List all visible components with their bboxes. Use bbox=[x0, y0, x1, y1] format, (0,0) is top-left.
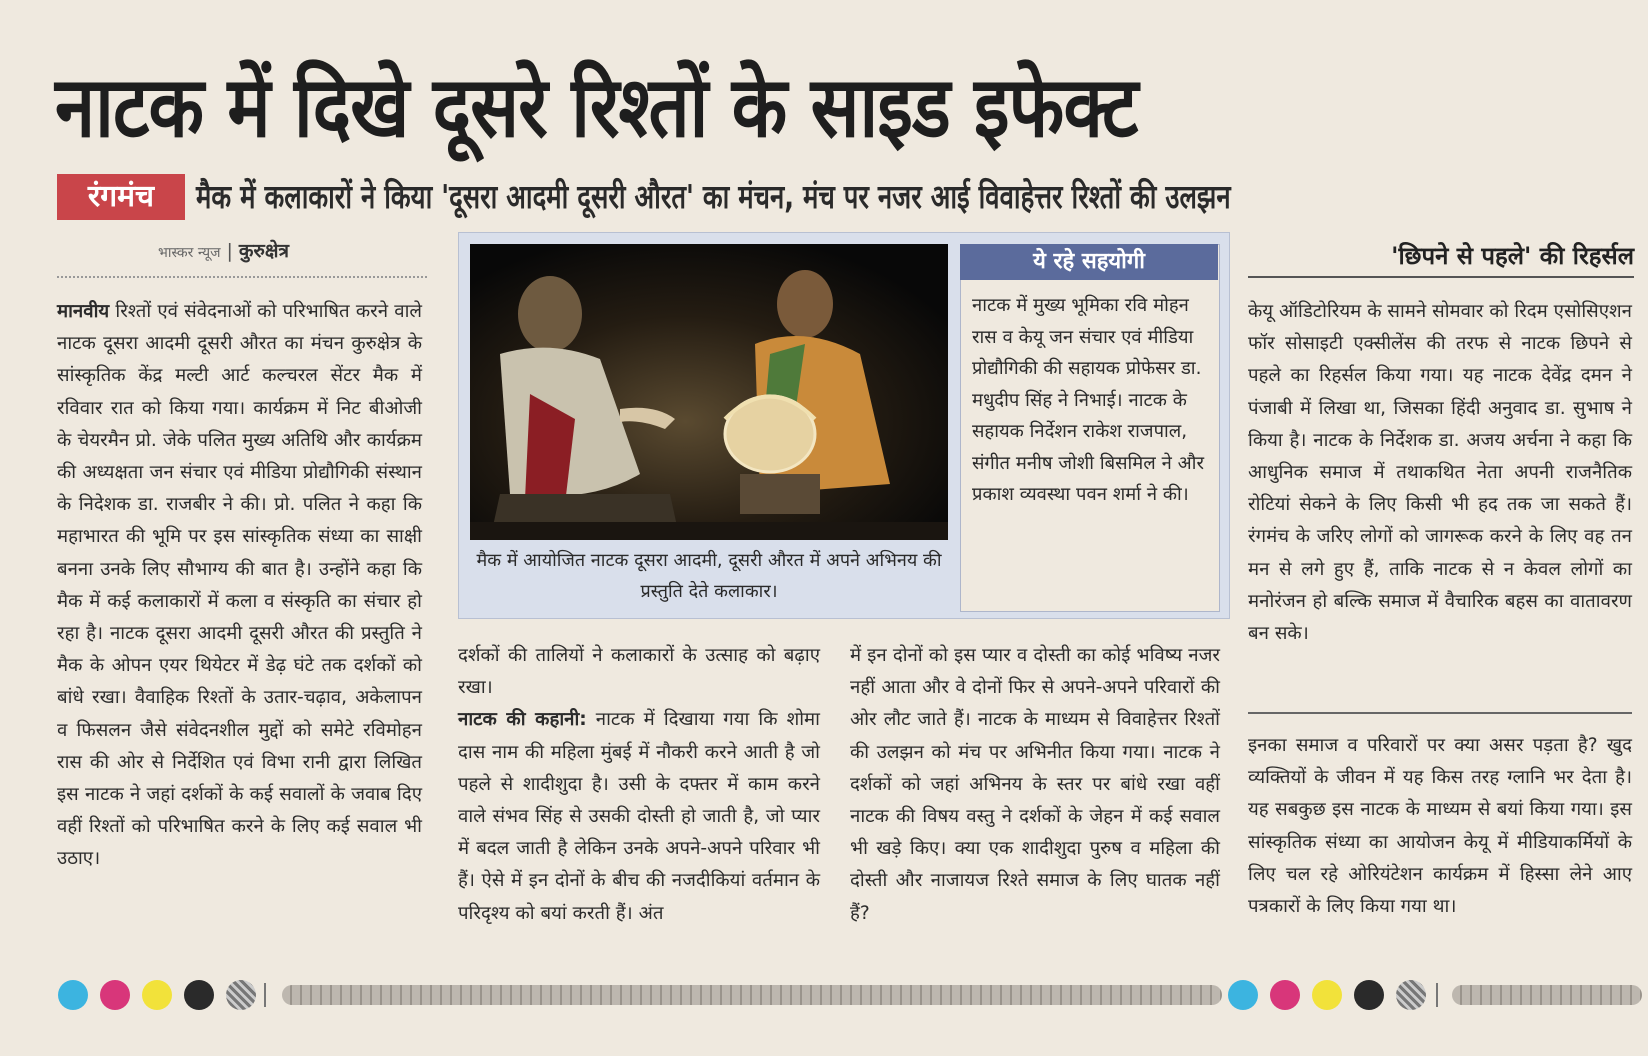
stage-edge bbox=[470, 522, 948, 540]
reg-dot-halftone bbox=[1396, 980, 1426, 1010]
article-column-3: में इन दोनों को इस प्यार व दोस्ती का कोई भविष्य नजर नहीं आता और वे दोनों फिर से अपने-अपने परिवारों की ओर लौट जाते हैं। नाटक के माध्यम से विवाहेत्तर रिश्तों की उलझन को मंच पर अभिनीत किया गया। नाटक ने दर्शकों को जहां अभिनय के स्तर पर बांधे रखा वहीं नाटक की विषय वस्तु ने दर्शकों के जेहन में कई सवाल भी खड़े किए। क्या एक शादीशुदा पुरुष व महिला की दोस्ती और नाजायज रिश्ते समाज के लिए घातक नहीं हैं? bbox=[850, 645, 1220, 924]
actress-head bbox=[777, 270, 833, 338]
reg-dot-yellow bbox=[142, 980, 172, 1010]
rehearsal-heading: 'छिपने से पहले' की रिहर्सल bbox=[1248, 236, 1634, 278]
byline-rule bbox=[57, 276, 427, 278]
reg-tick bbox=[1436, 983, 1438, 1007]
sidebar-title: ये रहे सहयोगी bbox=[960, 244, 1218, 280]
story-subhead: नाटक की कहानी: bbox=[458, 709, 587, 731]
reg-stripe-left bbox=[282, 985, 1222, 1005]
photo-caption: मैक में आयोजित नाटक दूसरा आदमी, दूसरी औरत में अपने अभिनय की प्रस्तुति देते कलाकार। bbox=[476, 550, 942, 602]
print-registration-marks bbox=[0, 975, 1648, 1015]
actor-head bbox=[518, 276, 582, 352]
rehearsal-text: केयू ऑडिटोरियम के सामने सोमवार को रिदम एसोसिएशन फॉर सोसाइटी एक्सीलेंस की तरफ से नाटक छिपने से पहले का रिहर्सल किया गया। यह नाटक देवेंद्र दमन ने पंजाबी में लिखा था, जिसका हिंदी अनुवाद डा. सुभाष ने किया है। नाटक के निर्देशक डा. अजय अर्चना ने कहा कि आधुनिक समाज में तथाकथित नेता अपनी राजनैतिक रोटियां सेकने के लिए किसी भी हद तक जा सकते हैं। रंगमंच के जरिए लोगों को जागरूक करने के लिए वह तन मन से लगे हुए हैं, ताकि नाटक से न केवल लोगों का मनोरंजन हो बल्कि समाज में वैचारिक बहस का वातावरण बन सके। bbox=[1248, 301, 1632, 645]
article-column-1 bbox=[57, 296, 422, 956]
reg-dot-halftone bbox=[226, 980, 256, 1010]
reg-tick bbox=[264, 983, 266, 1007]
stage-photo bbox=[470, 244, 948, 540]
stage-photo-image bbox=[470, 244, 948, 540]
sidebar-text: नाटक में मुख्य भूमिका रवि मोहन रास व केयू जन संचार एवं मीडिया प्रोद्यौगिकी की सहायक प्रोफेसर डा. मधुदीप सिंह ने निभाई। नाटक के सहायक निर्देशन राकेश राजपाल, संगीत मनीष जोशी बिसमिल ने और प्रकाश व्यवस्था पवन शर्मा ने की। bbox=[972, 295, 1205, 505]
subheadline: मैक में कलाकारों ने किया 'दूसरा आदमी दूसरी औरत' का मंचन, मंच पर नजर आई विवाहेत्तर रिश्तों की उलझन bbox=[196, 177, 1231, 216]
article-column-2-text: नाटक में दिखाया गया कि शोमा दास नाम की महिला मुंबई में नौकरी करने आती है जो पहले से शादीशुदा है। उसी के दफ्तर में काम करने वाले संभव सिंह से उसकी दोस्ती हो जाती है, जो प्यार में बदल जाती है लेकिन उनके अपने-अपने परिवार भी हैं। ऐसे में इन दोनों के बीच की नजदीकियां वर्तमान के परिदृश्य को बयां करती हैं। अंत bbox=[458, 709, 820, 924]
reg-dot-black bbox=[1354, 980, 1384, 1010]
reg-dot-cyan bbox=[1228, 980, 1258, 1010]
article-column-2 bbox=[458, 640, 820, 940]
section-tag: रंगमंच bbox=[57, 174, 185, 220]
article-column-2-intro: दर्शकों की तालियों ने कलाकारों के उत्साह को बढ़ाए रखा। bbox=[458, 645, 820, 699]
article-column-1-text: रिश्तों एवं संवेदनाओं को परिभाषित करने वाले नाटक दूसरा आदमी दूसरी औरत का मंचन कुरुक्षेत्र के सांस्कृतिक केंद्र मल्टी आर्ट कल्चरल सेंटर मैक में रविवार रात को किया गया। कार्यक्रम में निट बीओजी के चेयरमैन प्रो. जेके पलित मुख्य अतिथि और कार्यक्रम की अध्यक्षता जन संचार एवं मीडिया प्रोद्यौगिकी संस्थान के निदेशक डा. राजबीर ने की। प्रो. पलित ने कहा कि महाभारत की भूमि पर इस सांस्कृतिक संध्या का साक्षी बनना उनके लिए सौभाग्य की बात है। उन्होंने कहा कि मैक में कई कलाकारों में कला व संस्कृति का संचार हो रहा है। नाटक दूसरा आदमी दूसरी औरत की प्रस्तुति ने मैक के ओपन एयर थियेटर में डेढ़ घंटे तक दर्शकों को बांधे रखा। वैवाहिक रिश्तों के उतार-चढ़ाव, अकेलापन व फिसलन जैसे संवेदनशील मुद्दों को समेटे रविमोहन रास की ओर से निर्देशित एवं विभा रानी द्वारा लिखित इस नाटक ने जहां दर्शकों के कई सवालों के जवाब दिए वहीं रिश्तों को परिभाषित करने के लिए कई सवाल भी उठाए। bbox=[57, 301, 422, 870]
reg-dot-cyan bbox=[58, 980, 88, 1010]
headline: नाटक में दिखे दूसरे रिश्तों के साइड इफेक्ट bbox=[55, 58, 1138, 156]
reg-dot-magenta bbox=[100, 980, 130, 1010]
reg-dot-yellow bbox=[1312, 980, 1342, 1010]
byline bbox=[158, 236, 289, 266]
right-column-continued: इनका समाज व परिवारों पर क्या असर पड़ता है? खुद व्यक्तियों के जीवन में यह किस तरह ग्लानि भर देता है। यह सबकुछ इस नाटक के माध्यम से बयां किया गया। इस सांस्कृतिक संध्या का आयोजन केयू में मीडियाकर्मियों के लिए चल रहे ओरियंटेशन कार्यक्रम में हिस्सा लेने आए पत्रकारों के लिए किया गया था। bbox=[1248, 735, 1632, 918]
reg-dot-black bbox=[184, 980, 214, 1010]
byline-source: भास्कर न्यूज bbox=[158, 245, 221, 261]
right-divider bbox=[1248, 712, 1632, 714]
byline-separator: | bbox=[226, 240, 233, 262]
article-lead-word: मानवीय bbox=[57, 301, 110, 322]
stage-table bbox=[740, 474, 820, 514]
byline-place: कुरुक्षेत्र bbox=[238, 240, 289, 262]
reg-stripe-right bbox=[1452, 985, 1642, 1005]
reg-dot-magenta bbox=[1270, 980, 1300, 1010]
